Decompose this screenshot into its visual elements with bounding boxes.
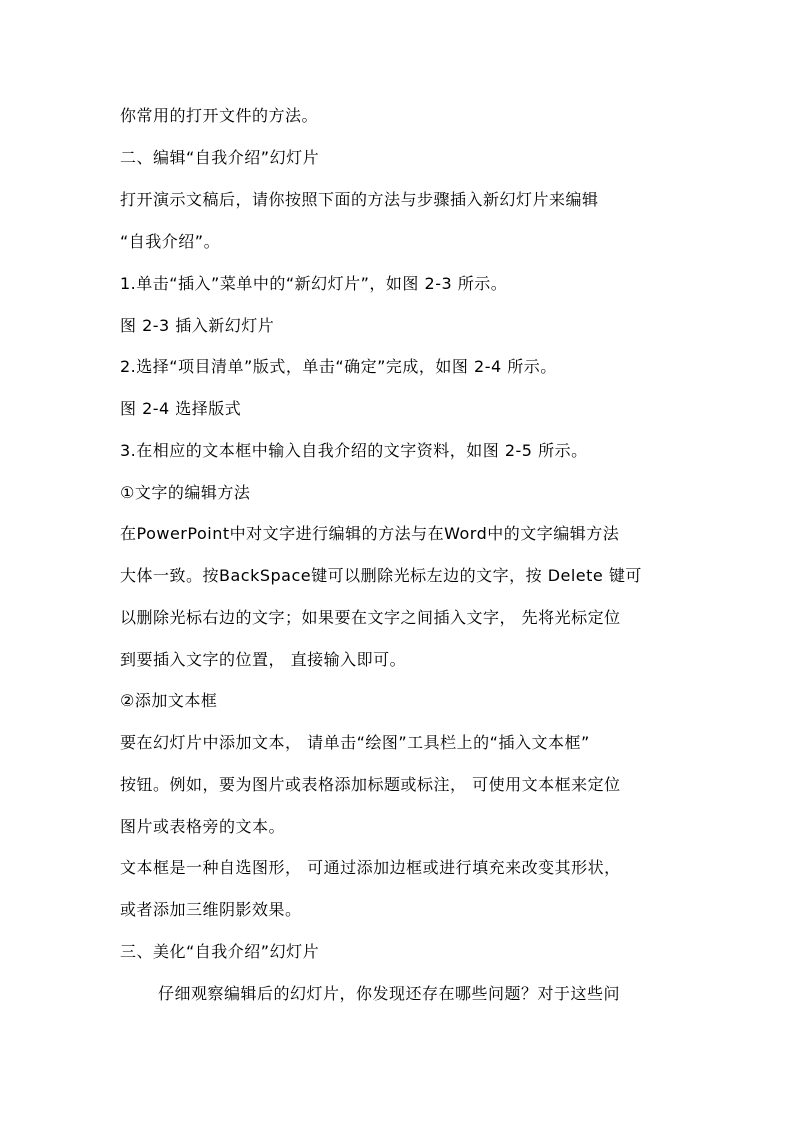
text-line: 在PowerPoint中对文字进行编辑的方法与在Word中的文字编辑方法 [120, 524, 620, 543]
step-item: 2.选择“项目清单”版式，单击“确定”完成，如图 2-4 所示。 [120, 357, 557, 376]
text-line: “自我介绍”。 [120, 232, 221, 251]
subsection-heading: ①文字的编辑方法 [120, 483, 251, 502]
step-item: 1.单击“插入”菜单中的“新幻灯片”，如图 2-3 所示。 [120, 274, 508, 293]
text-line: 打开演示文稿后，请你按照下面的方法与步骤插入新幻灯片来编辑 [120, 190, 599, 209]
text-line: 以删除光标右边的文字；如果要在文字之间插入文字， 先将光标定位 [120, 608, 621, 627]
text-line: 仔细观察编辑后的幻灯片，你发现还存在哪些问题？对于这些问 [158, 984, 621, 1003]
text-line: 到要插入文字的位置， 直接输入即可。 [120, 650, 407, 669]
section-heading: 二、编辑“自我介绍”幻灯片 [120, 148, 320, 167]
text-line: 或者添加三维阴影效果。 [120, 900, 302, 919]
text-line: 按钮。例如，要为图片或表格添加标题或标注， 可使用文本框来定位 [120, 775, 621, 794]
text-line: 你常用的打开文件的方法。 [120, 106, 319, 125]
text-line: 文本框是一种自选图形， 可通过添加边框或进行填充来改变其形状， [120, 858, 621, 877]
text-line: 大体一致。按BackSpace键可以删除光标左边的文字，按 Delete 键可 [120, 566, 642, 585]
text-line: 图片或表格旁的文本。 [120, 817, 286, 836]
text-line: 要在幻灯片中添加文本， 请单击“绘图”工具栏上的“插入文本框” [120, 733, 590, 752]
figure-caption: 图 2-4 选择版式 [120, 399, 242, 418]
step-item: 3.在相应的文本框中输入自我介绍的文字资料，如图 2-5 所示。 [120, 441, 588, 460]
section-heading: 三、美化“自我介绍”幻灯片 [120, 942, 320, 961]
figure-caption: 图 2-3 插入新幻灯片 [120, 316, 275, 335]
subsection-heading: ②添加文本框 [120, 691, 218, 710]
